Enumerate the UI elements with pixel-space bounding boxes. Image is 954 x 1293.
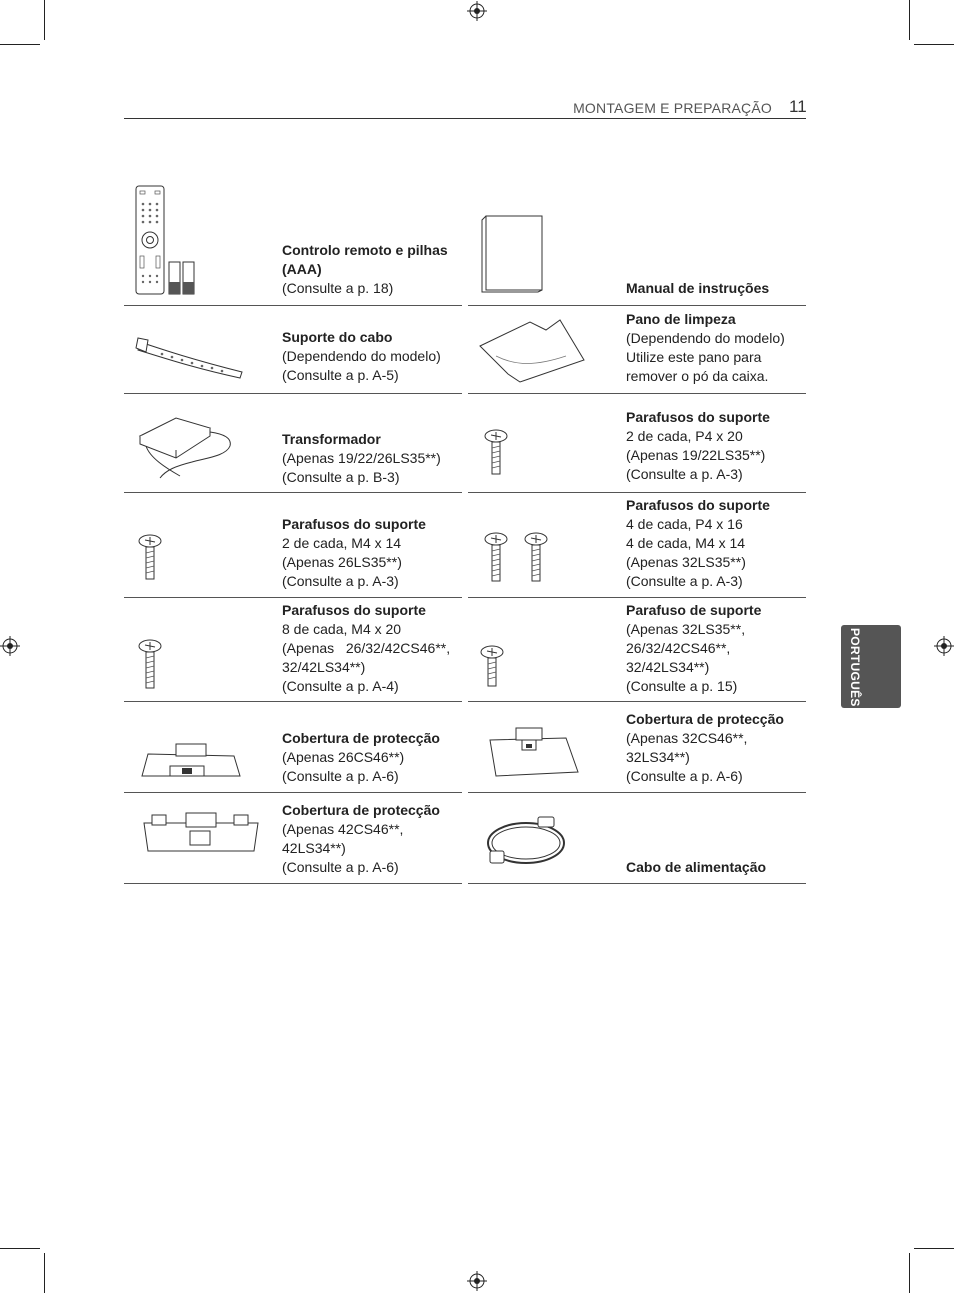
protection-cover-icon	[140, 809, 262, 857]
item-line: (Consulte a p. A-6)	[626, 768, 743, 784]
protection-cover-icon	[486, 724, 582, 780]
crop-mark	[44, 1253, 45, 1293]
registration-mark-icon	[467, 1271, 487, 1291]
item-title: Parafusos do suporte	[626, 497, 770, 513]
row-divider	[468, 883, 806, 884]
item-line: (Consulte a p. A-3)	[626, 466, 743, 482]
item-manual	[468, 180, 806, 306]
item-line: 4 de cada, P4 x 16	[626, 516, 743, 532]
item-text	[626, 408, 804, 484]
item-line: 2 de cada, P4 x 20	[626, 428, 743, 444]
item-line: 32/42LS34**)	[626, 659, 710, 675]
item-title: Cobertura de protecção	[282, 802, 440, 818]
item-title: Parafusos do suporte	[282, 516, 426, 532]
item-line: (Consulte a p. A-6)	[282, 859, 399, 875]
manual-icon	[478, 212, 548, 294]
item-line: 4 de cada, M4 x 14	[626, 535, 746, 551]
item-stand-screws	[124, 598, 462, 702]
item-text	[626, 858, 804, 877]
section-title: MONTAGEM E PREPARAÇÃO	[573, 100, 772, 116]
item-remote-control	[124, 180, 462, 306]
item-stand-screws	[124, 493, 462, 598]
item-text	[626, 279, 804, 298]
power-cord-icon	[484, 813, 574, 871]
item-line: 32LS34**)	[626, 749, 690, 765]
item-line: 8 de cada, M4 x 20	[282, 621, 402, 637]
item-title: Parafusos do suporte	[282, 602, 426, 618]
item-protection-cover	[124, 702, 462, 793]
registration-mark-icon	[0, 636, 20, 656]
item-line: (Apenas 19/22/26LS35**)	[282, 450, 441, 466]
item-text	[282, 430, 460, 487]
item-text	[282, 801, 460, 877]
item-stand-screws	[468, 394, 806, 493]
item-stand-screw	[468, 598, 806, 702]
item-line: (Apenas 26CS46**)	[282, 749, 405, 765]
crop-mark	[44, 0, 45, 40]
item-line: (Apenas 32LS35**)	[626, 554, 746, 570]
item-line: (Consulte a p. B-3)	[282, 469, 400, 485]
item-cable-holder	[124, 306, 462, 394]
item-line: (Apenas 42CS46**,	[282, 821, 404, 837]
item-line: (Dependendo do modelo)	[626, 330, 785, 346]
header-divider	[124, 118, 806, 119]
item-text	[282, 601, 462, 696]
item-line: (Consulte a p. A-3)	[626, 573, 743, 589]
item-title: Parafuso de suporte	[626, 602, 762, 618]
item-line: (Consulte a p. A-3)	[282, 573, 399, 589]
item-text	[282, 328, 460, 385]
item-title: Transformador	[282, 431, 381, 447]
item-title: Pano de limpeza	[626, 311, 736, 327]
item-line: (Consulte a p. A-4)	[282, 678, 399, 694]
item-title: Cobertura de protecção	[282, 730, 440, 746]
item-title: Manual de instruções	[626, 280, 770, 296]
item-stand-screws	[468, 493, 806, 598]
item-protection-cover	[468, 702, 806, 793]
page-number: 11	[789, 97, 807, 116]
item-text	[282, 515, 460, 591]
item-line: 2 de cada, M4 x 14	[282, 535, 402, 551]
item-ac-adapter	[124, 394, 462, 493]
crop-mark	[909, 1253, 910, 1293]
crop-mark	[909, 0, 910, 40]
item-line: (Consulte a p. A-6)	[282, 768, 399, 784]
item-title: Suporte do cabo	[282, 329, 393, 345]
item-line: 26/32/42CS46**,	[626, 640, 731, 656]
ac-adapter-icon	[136, 406, 240, 482]
item-line: (Dependendo do modelo)	[282, 348, 441, 364]
item-title: Cobertura de protecção	[626, 711, 784, 727]
registration-mark-icon	[934, 636, 954, 656]
item-title: Controlo remoto e pilhas (AAA)	[282, 242, 448, 277]
item-line: 32/42LS34**)	[282, 659, 366, 675]
item-line: (Consulte a p. 18)	[282, 280, 394, 296]
language-tab-label: PORTUGUÊS	[848, 628, 862, 707]
item-line: remover o pó da caixa.	[626, 368, 769, 384]
crop-mark	[914, 1248, 954, 1249]
screw-icon	[478, 644, 506, 690]
item-text	[626, 310, 804, 386]
item-title: Parafusos do suporte	[626, 409, 770, 425]
item-line: (Apenas 32LS35**,	[626, 621, 746, 637]
item-line: (Consulte a p. 15)	[626, 678, 738, 694]
registration-mark-icon	[467, 1, 487, 21]
item-line: (Consulte a p. A-5)	[282, 367, 399, 383]
item-text	[626, 496, 804, 591]
cleaning-cloth-icon	[476, 316, 588, 388]
item-protection-cover	[124, 793, 462, 884]
item-line: (Apenas 32CS46**,	[626, 730, 748, 746]
item-line: (Apenas 26LS35**)	[282, 554, 402, 570]
crop-mark	[914, 44, 954, 45]
screw-icon	[136, 638, 164, 692]
screw-icon	[136, 533, 164, 585]
item-line: (Apenas 26/32/42CS46**,	[282, 640, 451, 656]
item-cleaning-cloth	[468, 306, 806, 394]
screw-icon	[482, 428, 510, 480]
item-line: Utilize este pano para	[626, 349, 762, 365]
cable-holder-icon	[134, 330, 246, 382]
protection-cover-icon	[138, 740, 244, 784]
crop-mark	[0, 44, 40, 45]
item-text	[626, 601, 804, 696]
item-title: Cabo de alimentação	[626, 859, 767, 875]
crop-mark	[0, 1248, 40, 1249]
item-text	[626, 710, 804, 786]
row-divider	[124, 883, 462, 884]
item-line: (Apenas 19/22LS35**)	[626, 447, 766, 463]
two-screws-icon	[482, 531, 552, 585]
item-power-cord	[468, 793, 806, 884]
remote-control-icon	[134, 184, 198, 296]
item-text	[282, 729, 460, 786]
item-line: 42LS34**)	[282, 840, 346, 856]
item-text	[282, 241, 460, 298]
